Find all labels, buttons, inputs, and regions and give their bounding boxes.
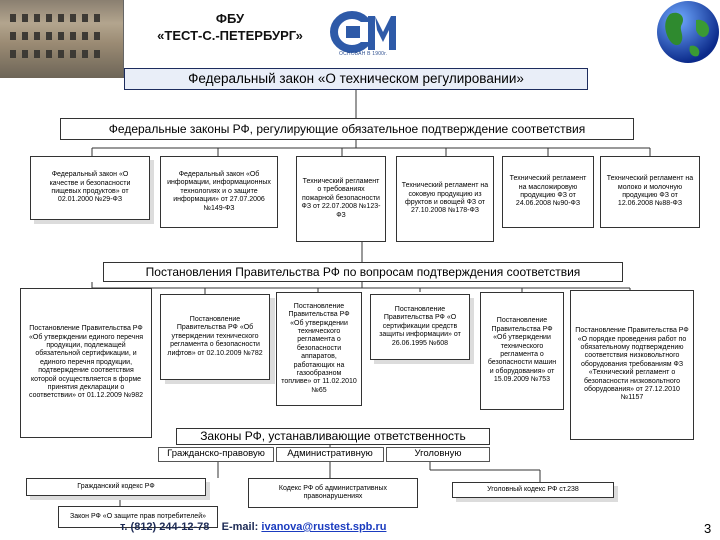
code-box: Уголовный кодекс РФ ст.238 [452, 482, 614, 498]
resolution-box: Постановление Правительства РФ «Об утверждении технического регламента о безопасности машин и оборудования» от 15.09.2009 №753 [480, 292, 564, 410]
main-title: Федеральный закон «О техническом регулировании» [124, 68, 588, 90]
code-box: Закон РФ «О защите прав потребителей» [58, 506, 218, 528]
logo-caption: ОСНОВАН В 1900г. [339, 51, 388, 57]
resolution-box: Постановление Правительства РФ «Об утверждении технического регламента о безопасности лифтов» от 02.10.2009 №782 [160, 294, 270, 380]
code-box: Гражданский кодекс РФ [26, 478, 206, 496]
federal-law-box: Технический регламент на соковую продукцию из фруктов и овощей ФЗ от 27.10.2008 №178-ФЗ [396, 156, 494, 242]
org-line-1: ФБУ [215, 11, 245, 26]
section-resolutions-title: Постановления Правительства РФ по вопросам подтверждения соответствия [103, 262, 623, 282]
federal-law-box: Федеральный закон «Об информации, информационных технологиях и о защите информации» от 27.07.2006 №149-ФЗ [160, 156, 278, 228]
liability-criminal: Уголовную [386, 447, 490, 462]
resolution-box: Постановление Правительства РФ «Об утверждении технического регламента о безопасности аппаратов, работающих на газообразном топливе» от 11.02.2010 №65 [276, 292, 362, 406]
federal-law-box: Технический регламент на молоко и молочную продукцию ФЗ от 12.06.2008 №88-ФЗ [600, 156, 700, 228]
resolution-box: Постановление Правительства РФ «О порядке проведения работ по обязательному подтверждению соответствия низковольтного оборудования требованиям ФЗ «Технический регламент о безопасности низковольтного оборудования» от 27.12.2010 №1157 [570, 290, 694, 440]
federal-law-box: Федеральный закон «О качестве и безопасности пищевых продуктов» от 02.01.2000 №29-ФЗ [30, 156, 150, 220]
federal-law-box: Технический регламент на масложировую продукцию ФЗ от 24.06.2008 №90-ФЗ [502, 156, 594, 228]
footer-email-link[interactable]: ivanova@rustest.spb.ru [261, 521, 387, 533]
code-box: Кодекс РФ об административных правонарушениях [248, 478, 418, 508]
liability-administrative: Административную [276, 447, 384, 462]
section-federal-laws-title: Федеральные законы РФ, регулирующие обязательное подтверждение соответствия [60, 118, 634, 140]
liability-civil: Гражданско-правовую [158, 447, 274, 462]
resolution-box: Постановление Правительства РФ «Об утверждении единого перечня продукции, подлежащей обязательной сертификации, и единого перечня продукции, подтверждение соответствия которой осуществляется в форме принятия декларации о соответствии» от 01.12.2009 №982 [20, 288, 152, 438]
footer-phone: т. (812) 244-12-78 [120, 521, 210, 533]
footer-contacts [120, 521, 386, 533]
federal-law-box: Технический регламент о требованиях пожарной безопасности ФЗ от 22.07.2008 №123-ФЗ [296, 156, 386, 242]
resolution-box: Постановление Правительства РФ «О сертификации средств защиты информации» от 26.06.1995 №608 [370, 294, 470, 360]
org-line-2: «ТЕСТ-С.-ПЕТЕРБУРГ» [157, 28, 303, 43]
section-liability-title: Законы РФ, устанавливающие ответственность [176, 428, 490, 445]
footer-email-label: E-mail: [221, 521, 259, 533]
page-number: 3 [704, 521, 712, 536]
